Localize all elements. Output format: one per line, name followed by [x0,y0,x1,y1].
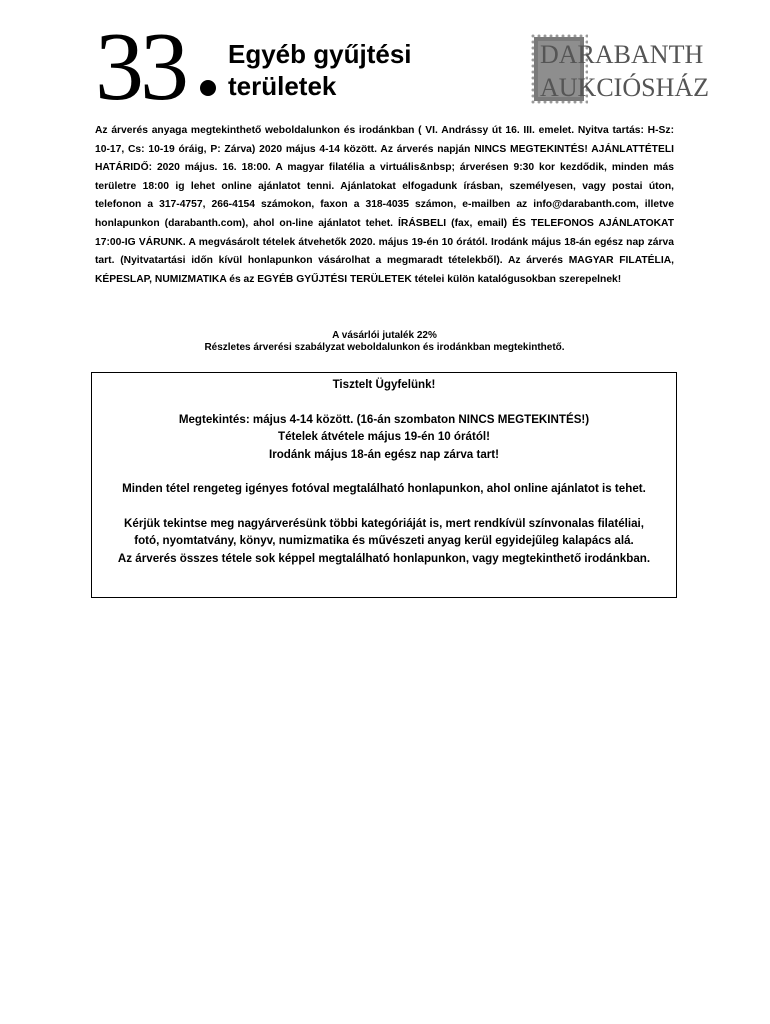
notice-categories: Kérjük tekintse meg nagyárverésünk többi kategóriáját is, mert rendkívül színvonalas filatéliai, fotó, nyomtatvány, könyv, numizmatika és művészeti anyag kerül egyidejűleg kalapács alá. [124,516,644,547]
auction-terms [95,330,674,354]
notice-office-closed: Irodánk május 18-án egész nap zárva tart! [268,447,500,461]
page-title-line-2: területek [228,71,337,101]
notice-photos: Minden tétel rengeteg igényes fotóval megtalálható honlapunkon, ahol online ajánlatot is tehet. [122,482,646,495]
rules-note-text: Részletes árverési szabályzat weboldalunkon és irodánkban megtekinthető. [204,342,565,353]
buyer-premium-text: A vásárlói jutalék 22% [332,330,437,341]
page-title-line-1: Egyéb gyűjtési [228,39,412,69]
intro-paragraph: Az árverés anyaga megtekinthető weboldalunkon és irodánkban ( VI. Andrássy út 16. III. emelet. Nyitva tartás: H-Sz: 10-17, Cs: 10-19 óráig, P: Zárva) 2020 május 4-14 között. Az árverés napján NINCS MEGTEKINTÉS! AJÁNLATTÉTELI HATÁRIDŐ: 2020 május. 16. 18:00. A magyar filatélia a virtuális&nbsp; árverésen 9:30 kor kezdődik, minden más területre 18:00 ig lehet online ajánlatot tenni. Ajánlatokat elfogadunk írásban, személyesen, vagy postai úton, telefonon a 317-4757, 266-4154 számokon, faxon a 318-4035 számon, e-mailben az info@darabanth.com, illetve honlapunkon (darabanth.com), ahol on-line ajánlatot tehet. ÍRÁSBELI (fax, email) ÉS TELEFONOS AJÁNLATOKAT 17:00-IG VÁRUNK. A megvásárolt tételek átvehetők 2020. május 19-én 10 órától. Irodánk május 18-án egész nap zárva tart. (Nyitvatartási időn kívül honlapunkon vásárolhat a megmaradt tételekből). Az árverés MAGYAR FILATÉLIA, KÉPESLAP, NUMIZMATIKA és az EGYÉB GYŰJTÉSI TERÜLETEK tételei külön katalógusokban szerepelnek! [95,125,674,285]
notice-pickup: Tételek átvétele május 19-én 10 órától! [278,430,490,443]
notice-all-items: Az árverés összes tétele sok képpel megtalálható honlapunkon, vagy megtekinthető irodánkban. [117,551,651,565]
notice-greeting: Tisztelt Ügyfelünk! [332,378,436,391]
logo-text-line-1: DARABANTH [540,40,704,69]
chapter-number: 33 [95,13,185,121]
logo-text-line-2: AUKCIÓSHÁZ [540,73,709,102]
page-title [228,38,412,102]
chapter-number-dot [200,80,216,96]
customer-notice-box [91,372,677,598]
notice-viewing: Megtekintés: május 4-14 között. (16-án szombaton NINCS MEGTEKINTÉS!) [178,412,590,426]
darabanth-logo [530,33,722,105]
